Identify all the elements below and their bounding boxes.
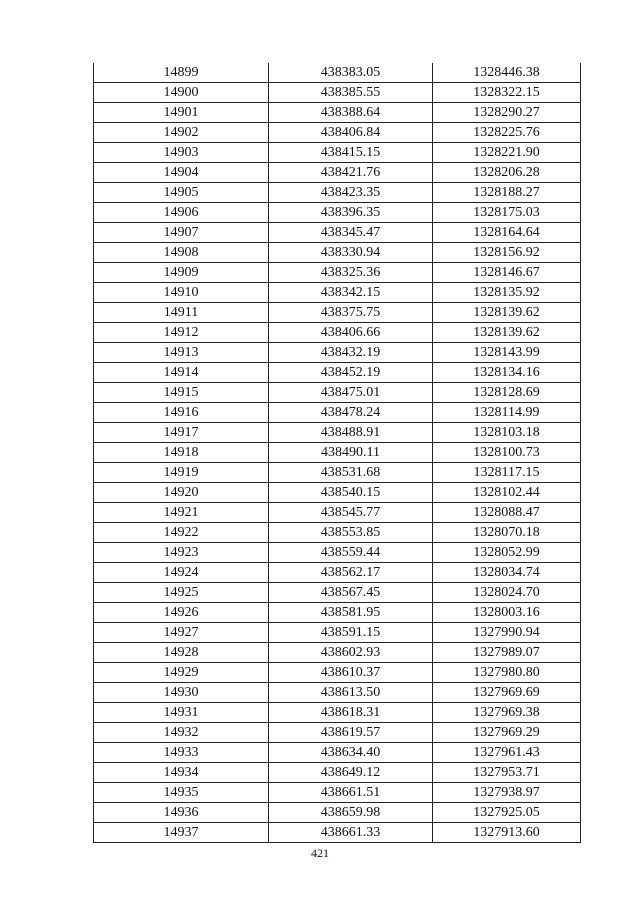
y-coordinate-cell: 1328322.15 [433,83,581,103]
table-row [94,603,581,623]
table-row [94,143,581,163]
point-number-cell: 14913 [94,343,269,363]
x-coordinate-cell: 438475.01 [269,383,433,403]
point-number-cell: 14928 [94,643,269,663]
y-coordinate-cell: 1328128.69 [433,383,581,403]
table-row [94,743,581,763]
y-coordinate-cell: 1328024.70 [433,583,581,603]
y-coordinate-cell: 1328114.99 [433,403,581,423]
x-coordinate-cell: 438618.31 [269,703,433,723]
x-coordinate-cell: 438619.57 [269,723,433,743]
y-coordinate-cell: 1328221.90 [433,143,581,163]
table-row [94,763,581,783]
coordinate-table [93,63,581,843]
point-number-cell: 14925 [94,583,269,603]
point-number-cell: 14933 [94,743,269,763]
table-row [94,83,581,103]
point-number-cell: 14905 [94,183,269,203]
x-coordinate-cell: 438562.17 [269,563,433,583]
point-number-cell: 14922 [94,523,269,543]
point-number-cell: 14927 [94,623,269,643]
x-coordinate-cell: 438488.91 [269,423,433,443]
x-coordinate-cell: 438452.19 [269,363,433,383]
y-coordinate-cell: 1328146.67 [433,263,581,283]
x-coordinate-cell: 438610.37 [269,663,433,683]
y-coordinate-cell: 1328143.99 [433,343,581,363]
point-number-cell: 14908 [94,243,269,263]
point-number-cell: 14907 [94,223,269,243]
x-coordinate-cell: 438567.45 [269,583,433,603]
x-coordinate-cell: 438659.98 [269,803,433,823]
point-number-cell: 14929 [94,663,269,683]
point-number-cell: 14935 [94,783,269,803]
table-row [94,703,581,723]
x-coordinate-cell: 438478.24 [269,403,433,423]
table-row [94,323,581,343]
x-coordinate-cell: 438634.40 [269,743,433,763]
x-coordinate-cell: 438421.76 [269,163,433,183]
y-coordinate-cell: 1327980.80 [433,663,581,683]
table-row [94,203,581,223]
x-coordinate-cell: 438613.50 [269,683,433,703]
table-row [94,343,581,363]
y-coordinate-cell: 1328003.16 [433,603,581,623]
point-number-cell: 14921 [94,503,269,523]
x-coordinate-cell: 438388.64 [269,103,433,123]
y-coordinate-cell: 1328164.64 [433,223,581,243]
x-coordinate-cell: 438432.19 [269,343,433,363]
x-coordinate-cell: 438553.85 [269,523,433,543]
table-row [94,243,581,263]
y-coordinate-cell: 1327989.07 [433,643,581,663]
x-coordinate-cell: 438559.44 [269,543,433,563]
y-coordinate-cell: 1328206.28 [433,163,581,183]
x-coordinate-cell: 438383.05 [269,63,433,83]
table-row [94,803,581,823]
y-coordinate-cell: 1328134.16 [433,363,581,383]
y-coordinate-cell: 1328088.47 [433,503,581,523]
table-row [94,163,581,183]
table-row [94,63,581,83]
y-coordinate-cell: 1328290.27 [433,103,581,123]
table-row [94,503,581,523]
y-coordinate-cell: 1327953.71 [433,763,581,783]
table-row [94,783,581,803]
x-coordinate-cell: 438540.15 [269,483,433,503]
table-row [94,123,581,143]
x-coordinate-cell: 438385.55 [269,83,433,103]
table-row [94,683,581,703]
y-coordinate-cell: 1328034.74 [433,563,581,583]
point-number-cell: 14915 [94,383,269,403]
point-number-cell: 14937 [94,823,269,843]
x-coordinate-cell: 438423.35 [269,183,433,203]
x-coordinate-cell: 438591.15 [269,623,433,643]
x-coordinate-cell: 438490.11 [269,443,433,463]
y-coordinate-cell: 1327938.97 [433,783,581,803]
y-coordinate-cell: 1328103.18 [433,423,581,443]
y-coordinate-cell: 1328117.15 [433,463,581,483]
table-row [94,423,581,443]
point-number-cell: 14931 [94,703,269,723]
point-number-cell: 14909 [94,263,269,283]
point-number-cell: 14902 [94,123,269,143]
x-coordinate-cell: 438531.68 [269,463,433,483]
point-number-cell: 14920 [94,483,269,503]
x-coordinate-cell: 438396.35 [269,203,433,223]
table-row [94,403,581,423]
point-number-cell: 14923 [94,543,269,563]
y-coordinate-cell: 1328052.99 [433,543,581,563]
point-number-cell: 14914 [94,363,269,383]
y-coordinate-cell: 1328139.62 [433,323,581,343]
point-number-cell: 14900 [94,83,269,103]
table-row [94,663,581,683]
y-coordinate-cell: 1328225.76 [433,123,581,143]
x-coordinate-cell: 438325.36 [269,263,433,283]
coordinate-table-body [94,63,581,843]
x-coordinate-cell: 438375.75 [269,303,433,323]
table-row [94,383,581,403]
x-coordinate-cell: 438581.95 [269,603,433,623]
x-coordinate-cell: 438649.12 [269,763,433,783]
table-row [94,723,581,743]
y-coordinate-cell: 1327990.94 [433,623,581,643]
point-number-cell: 14899 [94,63,269,83]
table-row [94,263,581,283]
y-coordinate-cell: 1327969.69 [433,683,581,703]
table-row [94,103,581,123]
y-coordinate-cell: 1328446.38 [433,63,581,83]
table-row [94,463,581,483]
x-coordinate-cell: 438345.47 [269,223,433,243]
point-number-cell: 14903 [94,143,269,163]
x-coordinate-cell: 438342.15 [269,283,433,303]
point-number-cell: 14917 [94,423,269,443]
x-coordinate-cell: 438602.93 [269,643,433,663]
y-coordinate-cell: 1328139.62 [433,303,581,323]
table-row [94,483,581,503]
point-number-cell: 14910 [94,283,269,303]
point-number-cell: 14924 [94,563,269,583]
y-coordinate-cell: 1328156.92 [433,243,581,263]
table-row [94,283,581,303]
table-row [94,543,581,563]
table-row [94,563,581,583]
point-number-cell: 14919 [94,463,269,483]
x-coordinate-cell: 438661.33 [269,823,433,843]
x-coordinate-cell: 438406.84 [269,123,433,143]
y-coordinate-cell: 1327969.29 [433,723,581,743]
x-coordinate-cell: 438415.15 [269,143,433,163]
y-coordinate-cell: 1327913.60 [433,823,581,843]
y-coordinate-cell: 1328102.44 [433,483,581,503]
table-row [94,223,581,243]
point-number-cell: 14934 [94,763,269,783]
y-coordinate-cell: 1328100.73 [433,443,581,463]
point-number-cell: 14926 [94,603,269,623]
y-coordinate-cell: 1328135.92 [433,283,581,303]
point-number-cell: 14930 [94,683,269,703]
point-number-cell: 14918 [94,443,269,463]
point-number-cell: 14904 [94,163,269,183]
point-number-cell: 14936 [94,803,269,823]
table-row [94,583,581,603]
table-row [94,523,581,543]
table-row [94,183,581,203]
point-number-cell: 14906 [94,203,269,223]
y-coordinate-cell: 1328188.27 [433,183,581,203]
x-coordinate-cell: 438545.77 [269,503,433,523]
x-coordinate-cell: 438661.51 [269,783,433,803]
table-row [94,623,581,643]
point-number-cell: 14911 [94,303,269,323]
table-row [94,823,581,843]
y-coordinate-cell: 1328175.03 [433,203,581,223]
x-coordinate-cell: 438330.94 [269,243,433,263]
page-number: 421 [311,846,329,860]
table-row [94,363,581,383]
point-number-cell: 14932 [94,723,269,743]
y-coordinate-cell: 1328070.18 [433,523,581,543]
y-coordinate-cell: 1327961.43 [433,743,581,763]
table-row [94,303,581,323]
table-row [94,643,581,663]
x-coordinate-cell: 438406.66 [269,323,433,343]
y-coordinate-cell: 1327969.38 [433,703,581,723]
y-coordinate-cell: 1327925.05 [433,803,581,823]
table-row [94,443,581,463]
point-number-cell: 14912 [94,323,269,343]
point-number-cell: 14901 [94,103,269,123]
point-number-cell: 14916 [94,403,269,423]
